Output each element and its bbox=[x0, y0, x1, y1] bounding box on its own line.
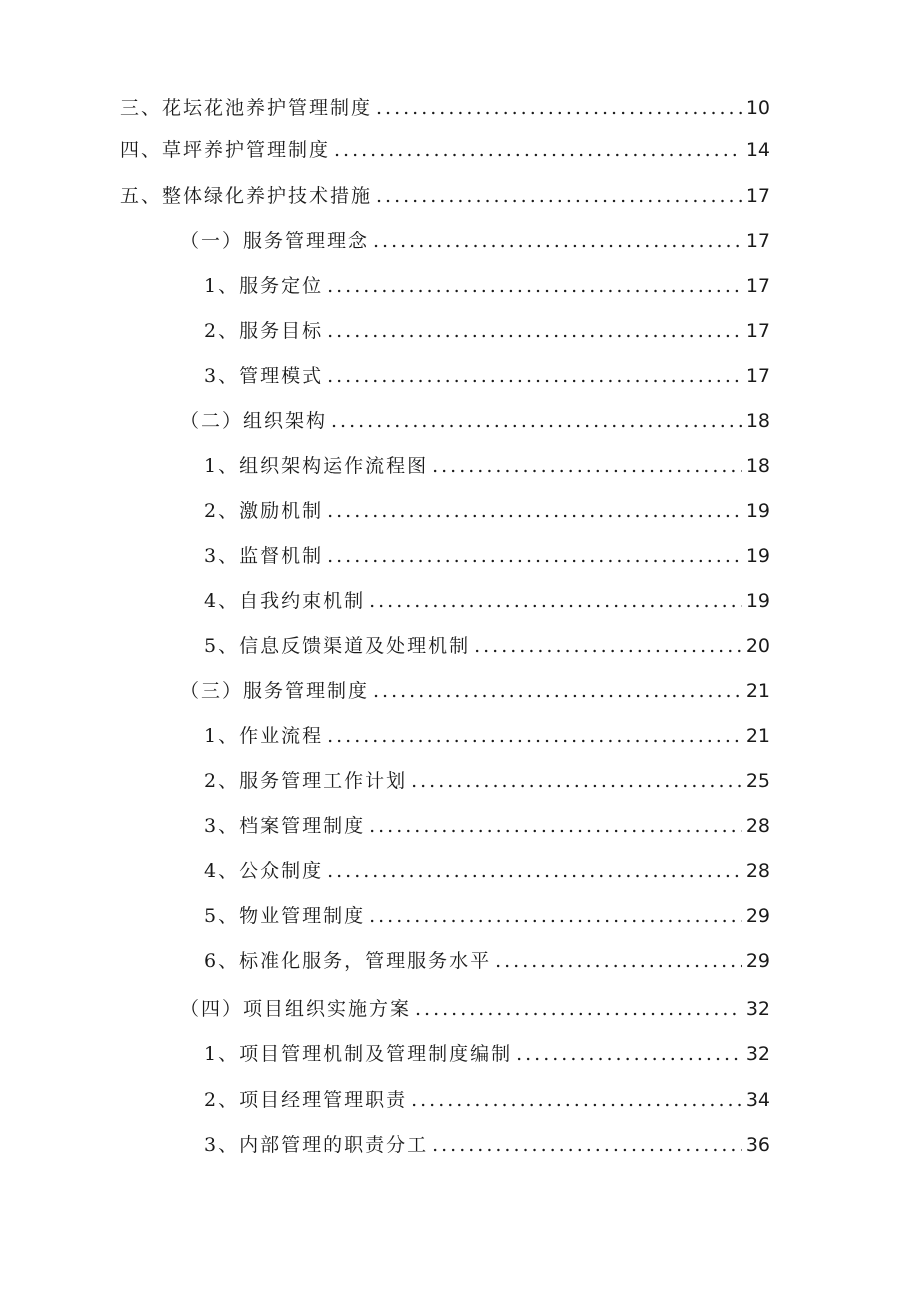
toc-entry-title: 6、标准化服务，管理服务水平 bbox=[204, 950, 492, 972]
toc-leader-dots bbox=[373, 678, 742, 704]
toc-leader-dots bbox=[369, 903, 742, 929]
toc-leader-dots bbox=[373, 228, 742, 254]
toc-entry-page: 20 bbox=[745, 635, 770, 657]
toc-entry-title: 3、管理模式 bbox=[204, 365, 324, 387]
toc-entry-title: 1、项目管理机制及管理制度编制 bbox=[204, 1043, 513, 1065]
toc-entry-page: 32 bbox=[745, 998, 770, 1020]
toc-entry-title: 5、物业管理制度 bbox=[204, 905, 366, 927]
toc-leader-dots bbox=[432, 453, 742, 479]
toc-leader-dots bbox=[334, 137, 742, 163]
toc-leader-dots bbox=[327, 858, 742, 884]
toc-leader-dots bbox=[411, 1087, 742, 1113]
toc-leader-dots bbox=[369, 588, 742, 614]
toc-entry-page: 28 bbox=[745, 860, 770, 882]
toc-entry-page: 18 bbox=[745, 410, 770, 432]
toc-entry-page: 18 bbox=[745, 455, 770, 477]
toc-entry-title: 2、服务管理工作计划 bbox=[204, 770, 408, 792]
toc-entry-title: 5、信息反馈渠道及处理机制 bbox=[204, 635, 471, 657]
toc-entry-page: 32 bbox=[745, 1043, 770, 1065]
toc-entry[interactable] bbox=[204, 813, 770, 839]
toc-leader-dots bbox=[411, 768, 742, 794]
toc-entry-title: （四）项目组织实施方案 bbox=[180, 998, 412, 1020]
toc-entry-title: 五、整体绿化养护技术措施 bbox=[120, 185, 373, 207]
toc-entry[interactable] bbox=[204, 453, 770, 479]
toc-entry-title: （二）组织架构 bbox=[180, 410, 328, 432]
toc-entry-title: 四、草坪养护管理制度 bbox=[120, 139, 331, 161]
toc-entry-page: 36 bbox=[745, 1134, 770, 1156]
toc-entry[interactable] bbox=[204, 768, 770, 794]
toc-entry[interactable] bbox=[204, 1041, 770, 1067]
toc-entry-title: 2、服务目标 bbox=[204, 320, 324, 342]
toc-leader-dots bbox=[369, 813, 742, 839]
toc-entry-page: 14 bbox=[745, 139, 770, 161]
toc-entry-page: 19 bbox=[745, 590, 770, 612]
toc-entry[interactable] bbox=[204, 543, 770, 569]
toc-entry-page: 17 bbox=[745, 365, 770, 387]
toc-entry[interactable] bbox=[204, 318, 770, 344]
toc-entry-title: （一）服务管理理念 bbox=[180, 230, 370, 252]
toc-entry[interactable] bbox=[204, 588, 770, 614]
toc-entry-title: 2、项目经理管理职责 bbox=[204, 1089, 408, 1111]
toc-leader-dots bbox=[327, 318, 742, 344]
toc-entry[interactable] bbox=[204, 1087, 770, 1113]
toc-entry-title: 1、服务定位 bbox=[204, 275, 324, 297]
toc-entry-page: 19 bbox=[745, 545, 770, 567]
toc-leader-dots bbox=[331, 408, 742, 434]
toc-entry-title: 3、内部管理的职责分工 bbox=[204, 1134, 429, 1156]
toc-entry-title: （三）服务管理制度 bbox=[180, 680, 370, 702]
toc-entry[interactable] bbox=[180, 996, 770, 1022]
toc-entry-title: 1、组织架构运作流程图 bbox=[204, 455, 429, 477]
toc-entry[interactable] bbox=[120, 95, 770, 121]
toc-entry-title: 3、监督机制 bbox=[204, 545, 324, 567]
toc-leader-dots bbox=[327, 498, 742, 524]
toc-entry[interactable] bbox=[180, 228, 770, 254]
toc-entry[interactable] bbox=[204, 363, 770, 389]
toc-entry-title: 3、档案管理制度 bbox=[204, 815, 366, 837]
toc-entry-page: 29 bbox=[745, 950, 770, 972]
toc-entry-page: 25 bbox=[745, 770, 770, 792]
toc-entry[interactable] bbox=[180, 678, 770, 704]
toc-entry[interactable] bbox=[204, 273, 770, 299]
toc-entry-page: 17 bbox=[745, 185, 770, 207]
toc-entry-title: 4、公众制度 bbox=[204, 860, 324, 882]
toc-entry[interactable] bbox=[180, 408, 770, 434]
toc-entry[interactable] bbox=[204, 1132, 770, 1158]
toc-leader-dots bbox=[327, 723, 742, 749]
toc-leader-dots bbox=[376, 183, 742, 209]
toc-leader-dots bbox=[474, 633, 742, 659]
toc-entry[interactable] bbox=[204, 633, 770, 659]
toc-entry-page: 34 bbox=[745, 1089, 770, 1111]
toc-entry[interactable] bbox=[204, 948, 770, 974]
toc-entry[interactable] bbox=[120, 183, 770, 209]
toc-entry-page: 29 bbox=[745, 905, 770, 927]
toc-entry-title: 1、作业流程 bbox=[204, 725, 324, 747]
toc-entry-title: 三、花坛花池养护管理制度 bbox=[120, 97, 373, 119]
toc-entry-page: 28 bbox=[745, 815, 770, 837]
toc-entry-title: 2、激励机制 bbox=[204, 500, 324, 522]
toc-entry[interactable] bbox=[204, 498, 770, 524]
toc-entry[interactable] bbox=[204, 858, 770, 884]
toc-entry-page: 21 bbox=[745, 680, 770, 702]
toc-leader-dots bbox=[327, 363, 742, 389]
toc-entry-page: 19 bbox=[745, 500, 770, 522]
toc-leader-dots bbox=[327, 273, 742, 299]
toc-entry[interactable] bbox=[120, 137, 770, 163]
toc-entry-page: 17 bbox=[745, 230, 770, 252]
toc-leader-dots bbox=[516, 1041, 742, 1067]
toc-leader-dots bbox=[495, 948, 742, 974]
toc-leader-dots bbox=[376, 95, 742, 121]
toc-leader-dots bbox=[415, 996, 742, 1022]
toc-leader-dots bbox=[327, 543, 742, 569]
toc-entry[interactable] bbox=[204, 723, 770, 749]
toc-entry-title: 4、自我约束机制 bbox=[204, 590, 366, 612]
toc-leader-dots bbox=[432, 1132, 742, 1158]
toc-entry[interactable] bbox=[204, 903, 770, 929]
toc-entry-page: 17 bbox=[745, 275, 770, 297]
toc-entry-page: 17 bbox=[745, 320, 770, 342]
toc-entry-page: 10 bbox=[745, 97, 770, 119]
toc-entry-page: 21 bbox=[745, 725, 770, 747]
